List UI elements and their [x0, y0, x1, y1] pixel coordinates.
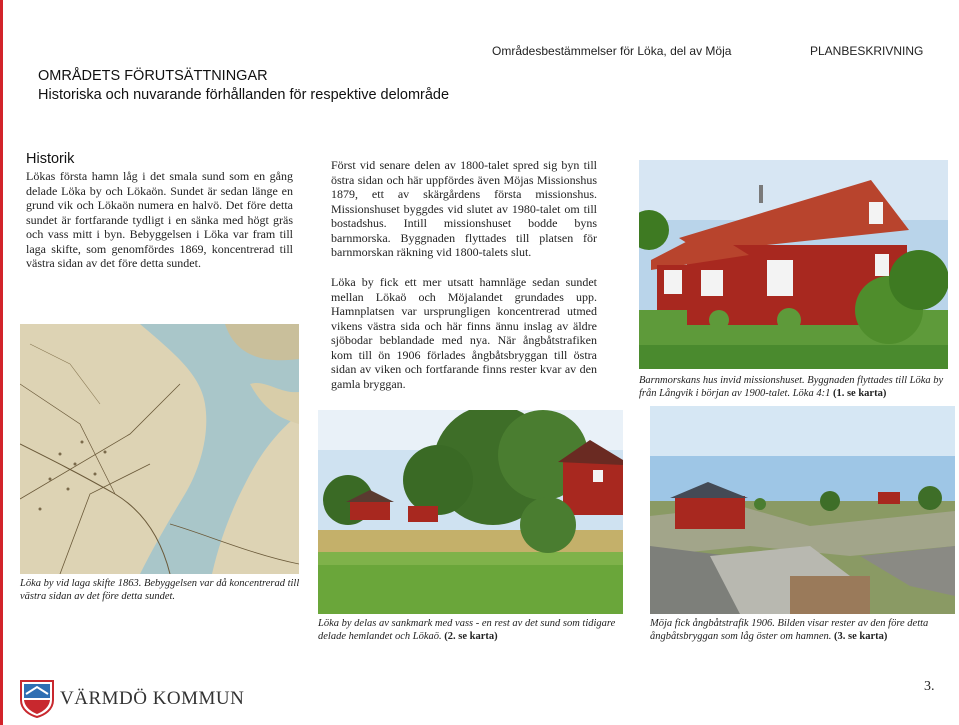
house-map-ref: (1. se karta)	[832, 388, 887, 399]
boathouse-caption	[650, 617, 950, 643]
left-red-border	[0, 0, 3, 725]
marsh-village-photo	[318, 410, 623, 614]
section-subtitle: Historiska och nuvarande förhållanden för respektive delområde	[38, 87, 450, 103]
historik-paragraph: Lökas första hamn låg i det smala sund som en gång delade Löka by och Lökaön. Sundet är sedan länge en grund vik och Lökaön numera en halvö. Det före detta sundet är fortfarande tydligt i en sänka med högt gräs och vass mitt i byn. Bebyggelsen i Löka var fram till laga skifte, som genomfördes 1869, koncentrerad till västra sidan av det före detta sundet.	[26, 169, 293, 270]
section-title-main: OMRÅDETS FÖRUTSÄTTNINGAR	[38, 68, 268, 84]
middle-paragraph-2: Löka by fick ett mer utsatt hamnläge sedan sundet mellan Lökaö och Möjalandet grundades upp. Hamnplatsen var ursprungligen koncentrerad utmed vikens västra sida och här finns ännu inslag av äldre sjöbodar beblandade med nya. När ångbåtstrafiken kom till ön 1906 förlades ångbåtsbryggan till östra sidan av viken och fortfarande finns rester kvar av den gamla bryggan.	[331, 275, 597, 391]
house-caption	[639, 374, 951, 400]
marsh-caption-text: Löka by delas av sankmark med vass - en rest av det sund som tidigare delade hemlandet och Lökaö.	[318, 618, 616, 642]
municipality-name: VÄRMDÖ KOMMUN	[60, 688, 245, 709]
marsh-caption	[318, 617, 618, 643]
map-caption: Löka by vid laga skifte 1863. Bebyggelsen var då koncentrerad till västra sidan av det före detta sundet.	[20, 578, 300, 602]
historic-map-image	[20, 324, 299, 574]
section-title	[38, 67, 449, 105]
historik-heading: Historik	[26, 151, 75, 167]
boathouse-map-ref: (3. se karta)	[834, 631, 888, 642]
header-document-title: Områdesbestämmelser för Löka, del av Möja	[492, 44, 732, 58]
page-number: 3.	[924, 679, 935, 694]
middle-paragraph-1: Först vid senare delen av 1800-talet spred sig byn till östra sidan och här uppfördes även Möjas Missionshus 1879, ett av skärgårdens första missionshus. Missionshuset byggdes vid slutet av 1980-talet om till bostadshus. Intill missionshuset bodde byns barnmorska. Byggnaden flyttades till platsen för barnmorskan räkning vid 1800-talets slut.	[331, 158, 597, 259]
red-house-photo	[639, 160, 948, 369]
house-caption-text: Barnmorskans hus invid missionshuset. Byggnaden flyttades till Löka by från Långvik i början av 1900-talet. Löka 4:1	[639, 375, 944, 399]
varmdo-shield-logo	[20, 680, 54, 718]
boathouse-caption-text: Möja fick ångbåtstrafik 1906. Bilden visar rester av den före detta ångbåtsbryggan som låg öster om hamnen.	[650, 618, 929, 642]
header-doc-type: PLANBESKRIVNING	[810, 44, 924, 58]
marsh-map-ref: (2. se karta)	[444, 631, 498, 642]
boathouse-rocks-photo	[650, 406, 955, 614]
